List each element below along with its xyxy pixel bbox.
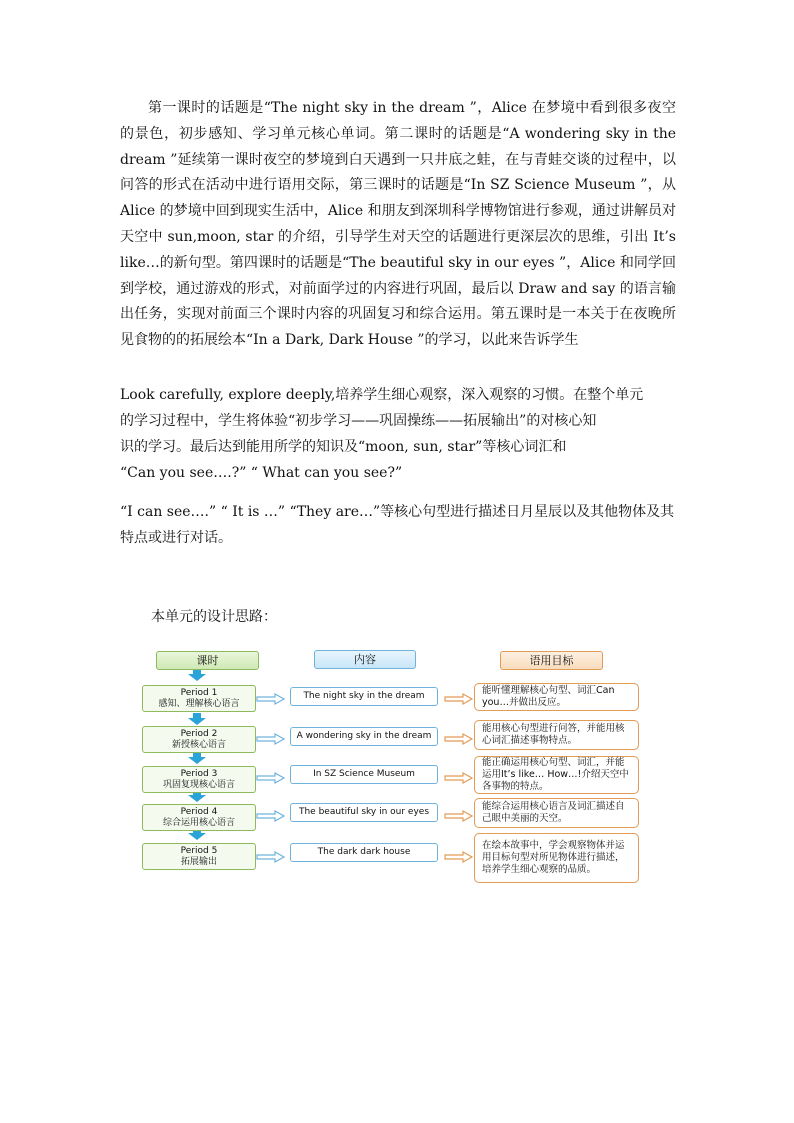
content-1: The night sky in the dream [290,687,438,706]
period-3-name: Period 3 [180,768,218,779]
period-3-desc: 巩固复现核心语言 [162,779,235,790]
intro-paragraph: 第一课时的话题是“The night sky in the dream ”，Alice 在梦境中看到很多夜空的景色，初步感知、学习单元核心单词。第二课时的话题是“A wondering sky in the dream ”延续第一课时夜空的梦境到白天遇到一只井底之蛙，在与青蛙交谈的过程中，以问答的形式在活动中进行语用交际，第三课时的话题是“In SZ Science Museum ”，从 Alice 的梦境中回到现实生活中，Alice 和朋友到深圳科学博物馆进行参观，通过讲解员对天空中 sun,moon, star 的介绍，引导学生对天空的话题进行更深层次的思维，引出 It’s like…的新句型。第四课时的话题是“The beautiful sky in our eyes ”，Alice 和同学回到学校，通过游戏的形式，对前面学过的内容进行巩固，最后以 Draw and say 的语言输出任务，实现对前面三个课时内容的巩固复习和综合运用。第五课时是一本关于在夜晚所见食物的的拓展绘本“In a Dark, Dark House ”的学习，以此来告诉学生 [120,100,676,349]
period-3-box [142,766,256,793]
goal-2: 能用核心句型进行问答，并能用核心词汇描述事物特点。 [474,720,639,750]
period-1-desc: 感知、理解核心语言 [158,698,240,709]
period-2-desc: 新授核心语言 [171,739,226,750]
goal-4: 能综合运用核心语言及词汇描述自己眼中美丽的天空。 [474,798,639,828]
period-4-box [142,804,256,831]
design-idea-title: 本单元的设计思路： [151,609,277,625]
down-arrow-2 [188,713,206,725]
down-arrow-3 [188,752,206,764]
sentence-patterns-paragraph: “I can see….” “ It is …” “They are…”等核心句型进行描述日月星辰以及其他物体及其特点或进行对话。 [120,504,675,546]
goal-1: 能听懂理解核心句型、词汇Can you…并做出反应。 [474,683,639,711]
period-1-name: Period 1 [180,687,218,698]
down-arrow-1 [188,669,206,681]
right-arrows-blue [257,694,284,862]
goal-5: 在绘本故事中，学会观察物体并运用目标句型对所见物体进行描述，培养学生细心观察的品质。 [474,833,639,883]
period-5-desc: 拓展输出 [180,856,217,867]
goal-3: 能正确运用核心句型、词汇，并能运用It’s like… How…!介绍天空中各事物的特点。 [474,756,639,794]
content-4: The beautiful sky in our eyes [290,803,438,822]
period-5-name: Period 5 [180,845,218,856]
content-3: In SZ Science Museum [290,765,438,784]
text-line-learning-process: 的学习过程中，学生将体验“初步学习——巩固操练——拓展输出”的对核心知 [120,413,597,429]
text-line-look-carefully: Look carefully, explore deeply,培养学生细心观察，深入观察的习惯。在整个单元 [120,387,644,403]
period-2-name: Period 2 [180,728,218,739]
text-line-finally: 识的学习。最后达到能用所学的知识及“moon, sun, star”等核心词汇和 [120,439,567,455]
period-4-name: Period 4 [180,806,218,817]
content-5: The dark dark house [290,843,438,862]
unit-design-flowchart [140,645,650,890]
right-arrows-orange [445,694,472,862]
text-line-questions: “Can you see….?” “ What can you see?” [120,465,403,481]
content-2: A wondering sky in the dream [290,727,438,746]
period-5-box [142,843,256,870]
header-content: 内容 [314,650,416,669]
period-4-desc: 综合运用核心语言 [162,817,235,828]
period-2-box [142,726,256,753]
period-1-box [142,685,256,712]
header-period: 课时 [156,651,259,670]
header-goal: 语用目标 [500,651,603,670]
